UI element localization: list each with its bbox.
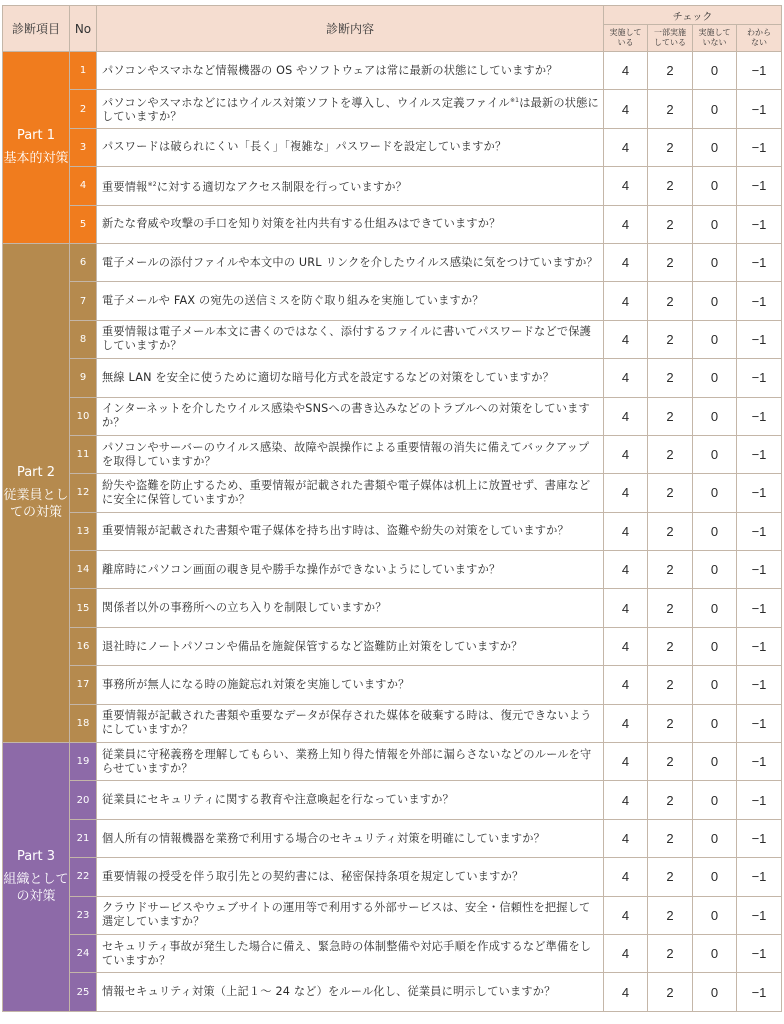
score-not-done[interactable]: 0 — [693, 666, 737, 704]
score-done[interactable]: 4 — [604, 52, 648, 90]
score-unknown[interactable]: −1 — [737, 704, 782, 742]
item-number: 1 — [70, 52, 97, 90]
footnote-mark: ※1 — [509, 96, 520, 104]
score-done[interactable]: 4 — [604, 243, 648, 281]
table-row — [3, 282, 782, 320]
score-unknown[interactable]: −1 — [737, 934, 782, 972]
question-text: 関係者以外の事務所への立ち入りを制限していますか？ — [97, 589, 604, 627]
score-done[interactable]: 4 — [604, 474, 648, 512]
question-text: 無線 LAN を安全に使うために適切な暗号化方式を設定するなどの対策をしていますか？ — [97, 359, 604, 397]
score-partial[interactable]: 2 — [648, 934, 693, 972]
item-number: 24 — [70, 934, 97, 972]
footnote-mark: ※2 — [147, 180, 157, 188]
table-row — [3, 973, 782, 1011]
score-partial[interactable]: 2 — [648, 320, 693, 358]
score-not-done[interactable]: 0 — [693, 551, 737, 589]
score-partial[interactable]: 2 — [648, 205, 693, 243]
score-partial[interactable]: 2 — [648, 359, 693, 397]
question-text: 離席時にパソコン画面の覗き見や勝手な操作ができないようにしていますか？ — [97, 551, 604, 589]
score-done[interactable]: 4 — [604, 589, 648, 627]
table-row — [3, 167, 782, 205]
score-done[interactable]: 4 — [604, 781, 648, 819]
question-text: パスワードは破られにくい「長く」「複雑な」パスワードを設定していますか？ — [97, 128, 604, 166]
question-text: 重要情報の授受を伴う取引先との契約書には、秘密保持条項を規定していますか？ — [97, 858, 604, 896]
score-unknown[interactable]: −1 — [737, 666, 782, 704]
score-partial[interactable]: 2 — [648, 90, 693, 128]
score-done[interactable]: 4 — [604, 435, 648, 473]
item-number: 5 — [70, 205, 97, 243]
score-unknown[interactable]: −1 — [737, 551, 782, 589]
score-not-done[interactable]: 0 — [693, 359, 737, 397]
score-not-done[interactable]: 0 — [693, 320, 737, 358]
score-done[interactable]: 4 — [604, 743, 648, 781]
score-partial[interactable]: 2 — [648, 704, 693, 742]
question-text: 情報セキュリティ対策（上記１～ 24 など）をルール化し、従業員に明示していますか？ — [97, 973, 604, 1011]
score-unknown[interactable]: −1 — [737, 819, 782, 857]
item-number: 4 — [70, 167, 97, 205]
table-row — [3, 666, 782, 704]
score-partial[interactable]: 2 — [648, 589, 693, 627]
score-done[interactable]: 4 — [604, 666, 648, 704]
score-partial[interactable]: 2 — [648, 973, 693, 1011]
score-not-done[interactable]: 0 — [693, 397, 737, 435]
score-partial[interactable]: 2 — [648, 282, 693, 320]
question-text: 事務所が無人になる時の施錠忘れ対策を実施していますか？ — [97, 666, 604, 704]
table-row — [3, 397, 782, 435]
score-not-done[interactable]: 0 — [693, 896, 737, 934]
score-not-done[interactable]: 0 — [693, 435, 737, 473]
score-partial[interactable]: 2 — [648, 167, 693, 205]
score-done[interactable]: 4 — [604, 397, 648, 435]
score-done[interactable]: 4 — [604, 896, 648, 934]
question-text: セキュリティ事故が発生した場合に備え、緊急時の体制整備や対応手順を作成するなど準備をしていますか？ — [97, 934, 604, 972]
score-done[interactable]: 4 — [604, 320, 648, 358]
score-not-done[interactable]: 0 — [693, 781, 737, 819]
item-number: 11 — [70, 435, 97, 473]
score-unknown[interactable]: −1 — [737, 52, 782, 90]
score-not-done[interactable]: 0 — [693, 819, 737, 857]
header-category: 診断項目 — [3, 6, 70, 52]
part-title: 基本的対策 — [3, 150, 69, 166]
part-label-3 — [3, 743, 70, 1012]
score-partial[interactable]: 2 — [648, 128, 693, 166]
score-partial[interactable]: 2 — [648, 627, 693, 665]
score-unknown[interactable]: −1 — [737, 359, 782, 397]
question-text: 個人所有の情報機器を業務で利用する場合のセキュリティ対策を明確にしていますか？ — [97, 819, 604, 857]
header-no: No — [70, 6, 97, 52]
score-partial[interactable]: 2 — [648, 397, 693, 435]
score-not-done[interactable]: 0 — [693, 743, 737, 781]
table-row — [3, 704, 782, 742]
question-text: 電子メールや FAX の宛先の送信ミスを防ぐ取り組みを実施していますか？ — [97, 282, 604, 320]
item-number: 7 — [70, 282, 97, 320]
score-unknown[interactable]: −1 — [737, 90, 782, 128]
score-unknown[interactable]: −1 — [737, 973, 782, 1011]
score-partial[interactable]: 2 — [648, 551, 693, 589]
header-content: 診断内容 — [97, 6, 604, 52]
item-number: 8 — [70, 320, 97, 358]
score-unknown[interactable]: −1 — [737, 167, 782, 205]
question-text: クラウドサービスやウェブサイトの運用等で利用する外部サービスは、安全・信頼性を把握して選定していますか？ — [97, 896, 604, 934]
score-done[interactable]: 4 — [604, 627, 648, 665]
score-done[interactable]: 4 — [604, 819, 648, 857]
score-done[interactable]: 4 — [604, 359, 648, 397]
table-row — [3, 128, 782, 166]
score-not-done[interactable]: 0 — [693, 90, 737, 128]
score-partial[interactable]: 2 — [648, 52, 693, 90]
score-done[interactable]: 4 — [604, 551, 648, 589]
score-not-done[interactable]: 0 — [693, 973, 737, 1011]
question-text: 従業員に守秘義務を理解してもらい、業務上知り得た情報を外部に漏らさないなどのルールを守らせていますか？ — [97, 743, 604, 781]
item-number: 2 — [70, 90, 97, 128]
header-option-partial: 一部実施 している — [648, 25, 693, 52]
diagnosis-table — [2, 5, 782, 1012]
item-number: 6 — [70, 243, 97, 281]
item-number: 10 — [70, 397, 97, 435]
item-number: 25 — [70, 973, 97, 1011]
score-unknown[interactable]: −1 — [737, 243, 782, 281]
score-unknown[interactable]: −1 — [737, 282, 782, 320]
table-row — [3, 243, 782, 281]
header-option-done: 実施して いる — [604, 25, 648, 52]
table-row — [3, 90, 782, 128]
table-row — [3, 205, 782, 243]
score-done[interactable]: 4 — [604, 90, 648, 128]
part-label-2 — [3, 243, 70, 742]
part-label-1 — [3, 52, 70, 244]
score-partial[interactable]: 2 — [648, 435, 693, 473]
score-partial[interactable]: 2 — [648, 781, 693, 819]
question-text: パソコンやスマホなど情報機器の OS やソフトウェアは常に最新の状態にしていますか？ — [97, 52, 604, 90]
score-done[interactable]: 4 — [604, 704, 648, 742]
score-unknown[interactable]: −1 — [737, 128, 782, 166]
score-not-done[interactable]: 0 — [693, 512, 737, 550]
score-not-done[interactable]: 0 — [693, 205, 737, 243]
part-title: 組織としての対策 — [3, 871, 69, 904]
score-partial[interactable]: 2 — [648, 243, 693, 281]
score-unknown[interactable]: −1 — [737, 589, 782, 627]
score-not-done[interactable]: 0 — [693, 167, 737, 205]
score-done[interactable]: 4 — [604, 858, 648, 896]
score-not-done[interactable]: 0 — [693, 243, 737, 281]
question-text: インターネットを介したウイルス感染やSNSへの書き込みなどのトラブルへの対策をしていますか？ — [97, 397, 604, 435]
table-row — [3, 589, 782, 627]
score-done[interactable]: 4 — [604, 167, 648, 205]
score-unknown[interactable]: −1 — [737, 781, 782, 819]
table-row — [3, 435, 782, 473]
score-not-done[interactable]: 0 — [693, 128, 737, 166]
item-number: 13 — [70, 512, 97, 550]
score-unknown[interactable]: −1 — [737, 627, 782, 665]
score-done[interactable]: 4 — [604, 934, 648, 972]
question-text: 重要情報は電子メール本文に書くのではなく、添付するファイルに書いてパスワードなどで保護していますか？ — [97, 320, 604, 358]
score-unknown[interactable]: −1 — [737, 320, 782, 358]
item-number: 22 — [70, 858, 97, 896]
score-not-done[interactable]: 0 — [693, 282, 737, 320]
table-row — [3, 512, 782, 550]
score-not-done[interactable]: 0 — [693, 627, 737, 665]
table-row — [3, 934, 782, 972]
score-unknown[interactable]: −1 — [737, 397, 782, 435]
item-number: 9 — [70, 359, 97, 397]
score-partial[interactable]: 2 — [648, 819, 693, 857]
item-number: 21 — [70, 819, 97, 857]
table-row — [3, 743, 782, 781]
question-text: 重要情報が記載された書類や電子媒体を持ち出す時は、盗難や紛失の対策をしていますか？ — [97, 512, 604, 550]
item-number: 14 — [70, 551, 97, 589]
part-name: Part 2 — [16, 464, 56, 480]
score-done[interactable]: 4 — [604, 282, 648, 320]
table-row — [3, 819, 782, 857]
question-text: 従業員にセキュリティに関する教育や注意喚起を行なっていますか？ — [97, 781, 604, 819]
question-text: 紛失や盗難を防止するため、重要情報が記載された書類や電子媒体は机上に放置せず、書庫などに安全に保管していますか？ — [97, 474, 604, 512]
table-row — [3, 781, 782, 819]
score-not-done[interactable]: 0 — [693, 858, 737, 896]
score-partial[interactable]: 2 — [648, 512, 693, 550]
score-unknown[interactable]: −1 — [737, 858, 782, 896]
score-partial[interactable]: 2 — [648, 743, 693, 781]
item-number: 16 — [70, 627, 97, 665]
item-number: 3 — [70, 128, 97, 166]
score-done[interactable]: 4 — [604, 512, 648, 550]
score-not-done[interactable]: 0 — [693, 474, 737, 512]
table-row — [3, 551, 782, 589]
score-not-done[interactable]: 0 — [693, 589, 737, 627]
header-option-unknown: わから ない — [737, 25, 782, 52]
question-text: 電子メールの添付ファイルや本文中の URL リンクを介したウイルス感染に気をつけていますか？ — [97, 243, 604, 281]
question-text: 退社時にノートパソコンや備品を施錠保管するなど盗難防止対策をしていますか？ — [97, 627, 604, 665]
score-done[interactable]: 4 — [604, 128, 648, 166]
score-partial[interactable]: 2 — [648, 896, 693, 934]
question-text: 重要情報が記載された書類や重要なデータが保存された媒体を破棄する時は、復元できないようにしていますか？ — [97, 704, 604, 742]
score-unknown[interactable]: −1 — [737, 435, 782, 473]
table-row — [3, 896, 782, 934]
score-done[interactable]: 4 — [604, 205, 648, 243]
score-unknown[interactable]: −1 — [737, 743, 782, 781]
table-row — [3, 359, 782, 397]
question-text: パソコンやサーバーのウイルス感染、故障や誤操作による重要情報の消失に備えてバックアップを取得していますか？ — [97, 435, 604, 473]
table-row — [3, 627, 782, 665]
table-row — [3, 52, 782, 90]
part-title: 従業員としての対策 — [3, 487, 69, 520]
part-name: Part 1 — [16, 127, 56, 143]
question-text: 新たな脅威や攻撃の手口を知り対策を社内共有する仕組みはできていますか？ — [97, 205, 604, 243]
header-option-not-done: 実施して いない — [693, 25, 737, 52]
score-partial[interactable]: 2 — [648, 666, 693, 704]
item-number: 20 — [70, 781, 97, 819]
table-row — [3, 858, 782, 896]
question-text: 重要情報$^{※2}$に対する適切なアクセス制限を行っていますか？ — [97, 167, 604, 205]
score-unknown[interactable]: −1 — [737, 474, 782, 512]
score-unknown[interactable]: −1 — [737, 512, 782, 550]
item-number: 23 — [70, 896, 97, 934]
score-partial[interactable]: 2 — [648, 474, 693, 512]
score-unknown[interactable]: −1 — [737, 205, 782, 243]
item-number: 18 — [70, 704, 97, 742]
item-number: 19 — [70, 743, 97, 781]
part-name: Part 3 — [16, 848, 56, 864]
score-not-done[interactable]: 0 — [693, 704, 737, 742]
item-number: 17 — [70, 666, 97, 704]
item-number: 15 — [70, 589, 97, 627]
score-not-done[interactable]: 0 — [693, 52, 737, 90]
question-text: パソコンやスマホなどにはウイルス対策ソフトを導入し、ウイルス定義ファイル$^{※1}$は最新の状態にしていますか？ — [97, 90, 604, 128]
score-not-done[interactable]: 0 — [693, 934, 737, 972]
score-unknown[interactable]: −1 — [737, 896, 782, 934]
table-row — [3, 320, 782, 358]
score-done[interactable]: 4 — [604, 973, 648, 1011]
header-check: チェック — [604, 6, 782, 25]
item-number: 12 — [70, 474, 97, 512]
score-partial[interactable]: 2 — [648, 858, 693, 896]
table-row — [3, 474, 782, 512]
